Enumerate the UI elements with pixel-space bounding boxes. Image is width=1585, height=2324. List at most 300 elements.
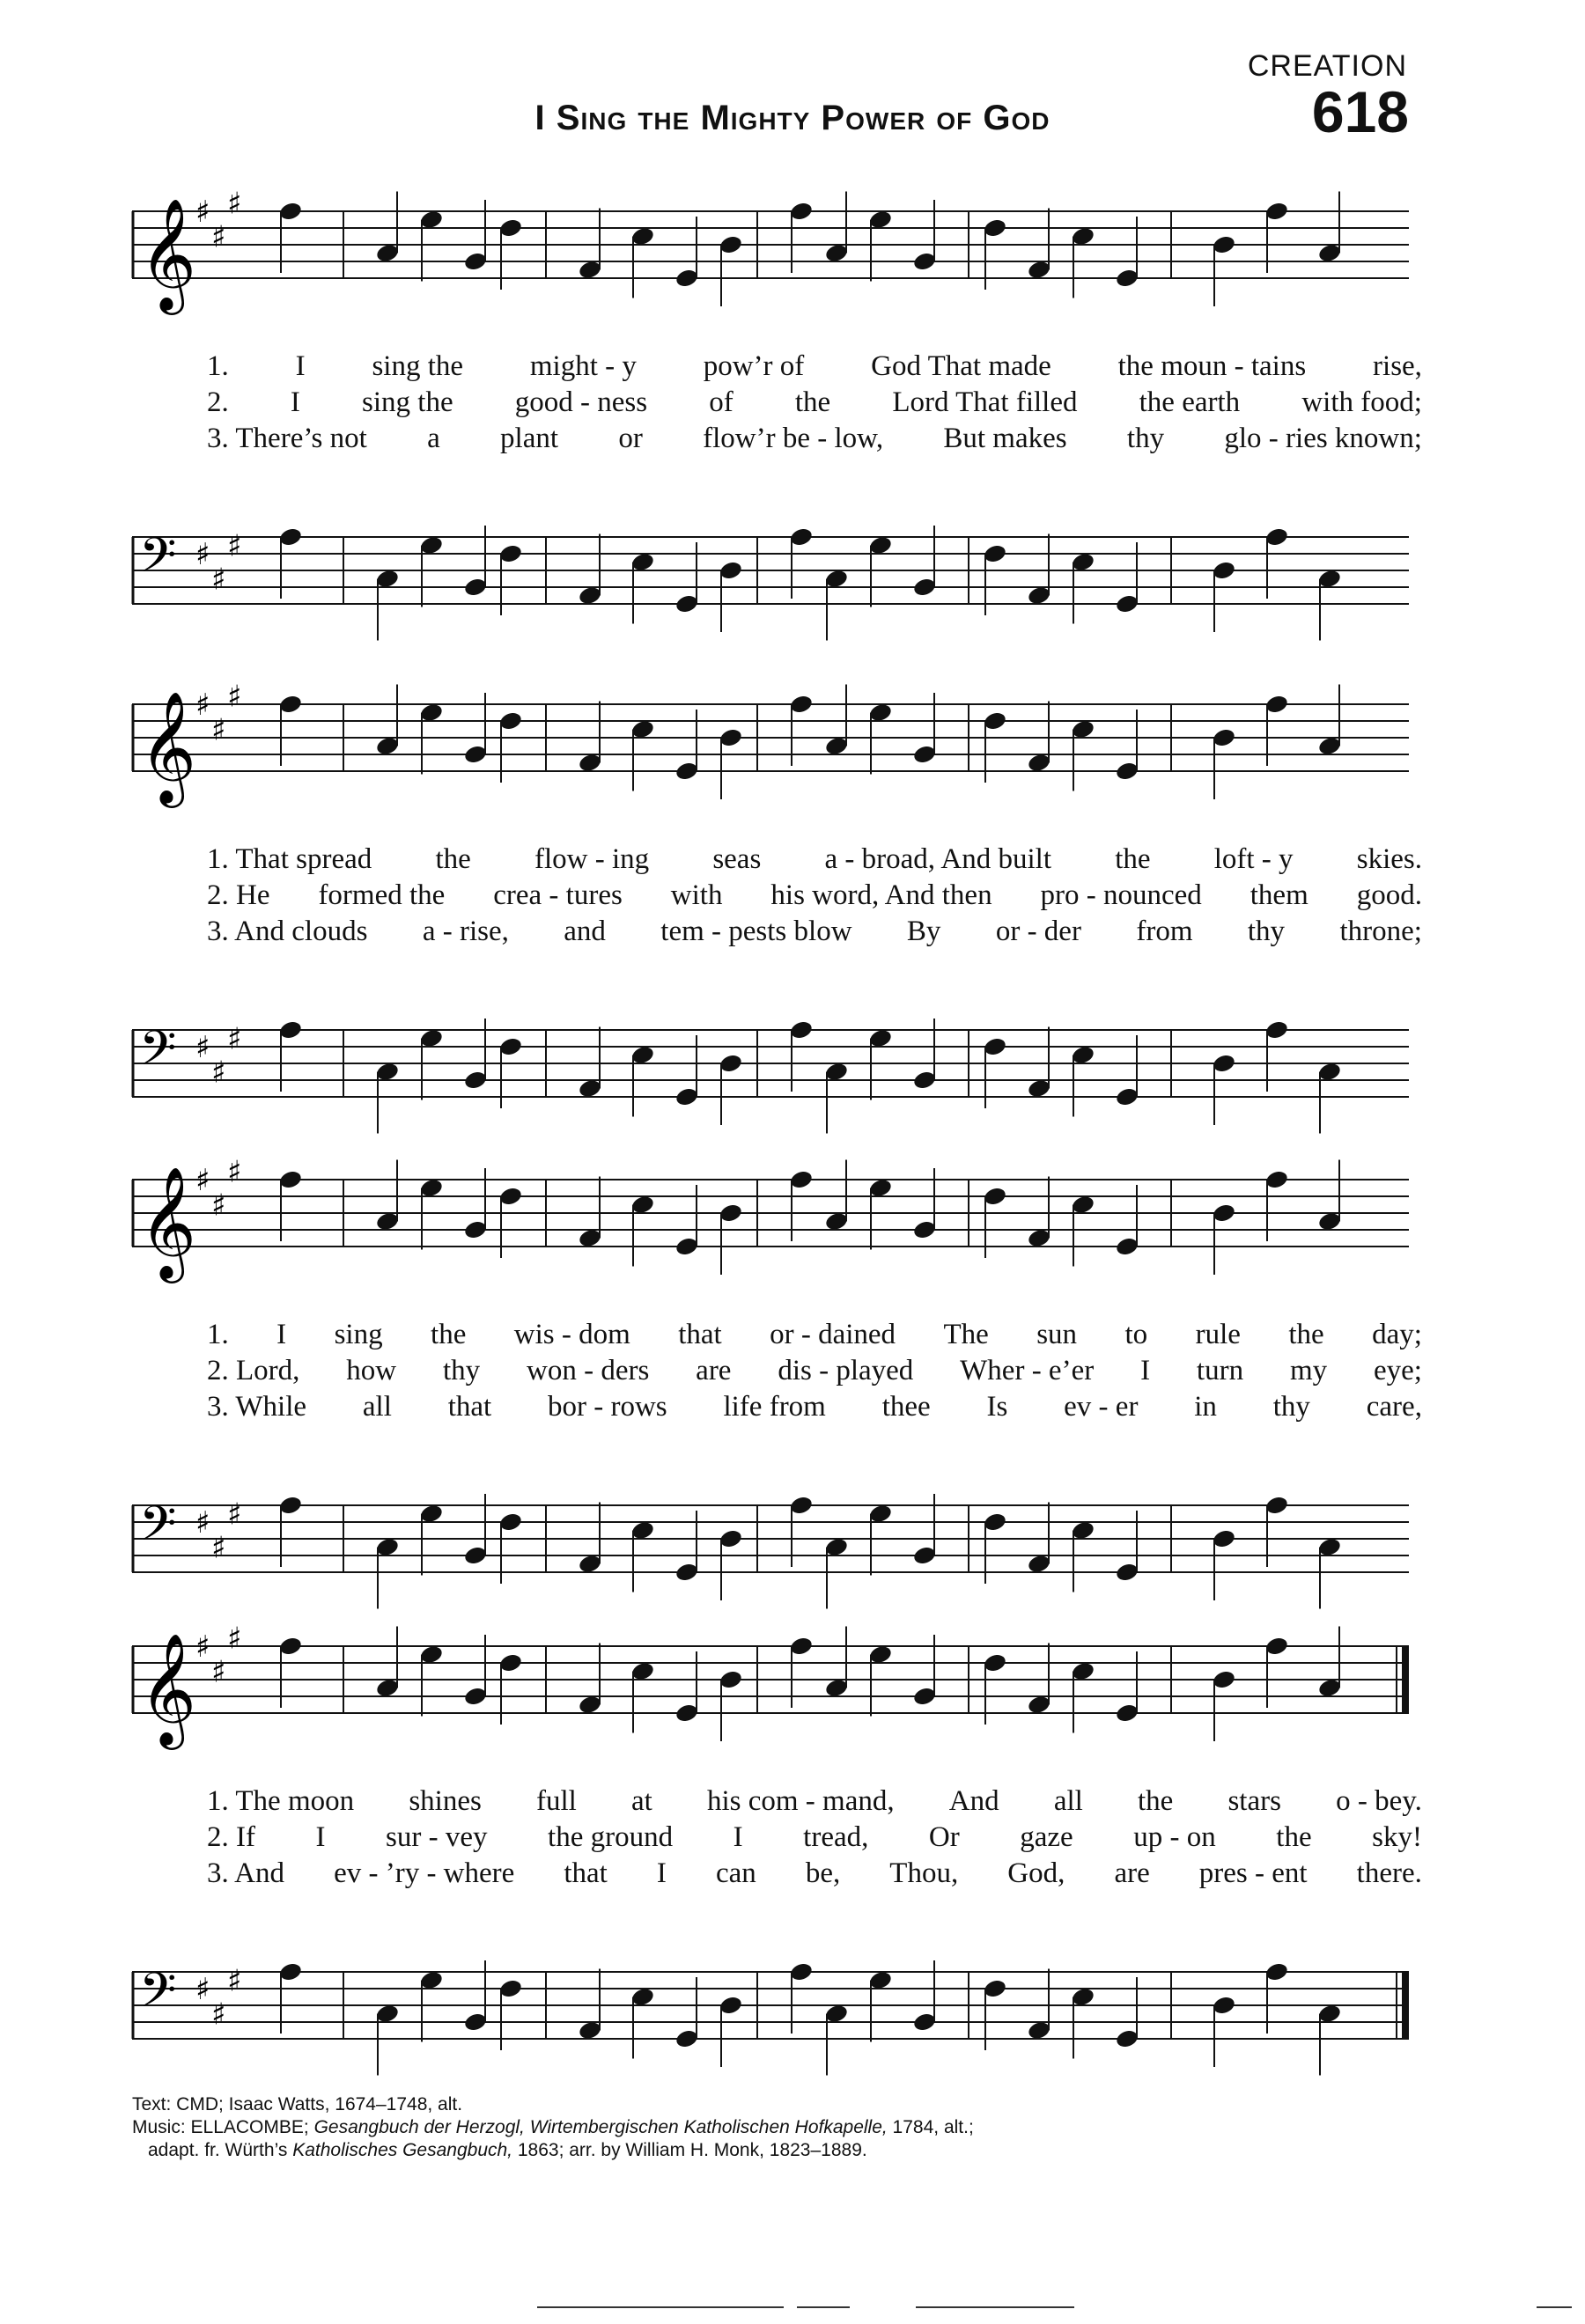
note-head	[1264, 201, 1289, 222]
verse-3-line	[207, 421, 1422, 457]
lyric-syllable: tem - pests blow	[660, 916, 852, 947]
note-head	[719, 1669, 743, 1690]
note-head	[630, 1519, 655, 1541]
treble-clef-icon: 𝄞	[139, 1166, 197, 1278]
note-head	[1212, 727, 1236, 748]
lyric-syllable: tread,	[803, 1821, 869, 1853]
note-head	[375, 242, 400, 263]
note-head	[912, 1070, 937, 1091]
note-head	[578, 1694, 602, 1715]
lyric-syllable: that	[447, 1391, 492, 1423]
note-head	[375, 2003, 400, 2024]
note-head	[675, 2028, 699, 2049]
note-head	[419, 1503, 444, 1524]
note-head	[1317, 1677, 1342, 1698]
lyric-syllable: the moun - tains	[1117, 350, 1307, 382]
note-head	[630, 1044, 655, 1065]
note-head	[912, 251, 937, 272]
note-head	[630, 551, 655, 572]
note-head	[719, 1053, 743, 1074]
note-head	[630, 1986, 655, 2007]
note-head	[675, 268, 699, 289]
note-head	[719, 234, 743, 255]
lyric-syllable: gaze	[1020, 1821, 1073, 1853]
note-head	[912, 1219, 937, 1240]
note-head	[463, 577, 488, 598]
sharp-icon: ♯	[227, 528, 242, 564]
lyric-syllable: or - der	[995, 916, 1081, 947]
note-head	[675, 1562, 699, 1583]
lyric-syllable: the earth	[1139, 386, 1241, 418]
lyrics-block	[207, 842, 1422, 950]
sharp-icon: ♯	[195, 1030, 210, 1065]
lyric-syllable: of	[709, 386, 734, 418]
treble-staff	[132, 1611, 1418, 1778]
note-head	[868, 1969, 893, 1990]
note-head	[912, 2011, 937, 2033]
note-head	[824, 242, 849, 263]
sharp-icon: ♯	[195, 1163, 210, 1198]
treble-staff	[132, 669, 1418, 836]
note-head	[1027, 1077, 1051, 1099]
sharp-icon: ♯	[211, 1530, 226, 1566]
lyric-syllable: crea - tures	[493, 879, 623, 911]
note-head	[912, 744, 937, 765]
sharp-icon: ♯	[227, 186, 242, 222]
lyric-syllable: 1. That spread	[207, 843, 372, 875]
note-head	[1264, 1169, 1289, 1190]
bottom-rule	[797, 2306, 850, 2308]
lyric-syllable: all	[1053, 1785, 1083, 1817]
note-head	[1027, 1553, 1051, 1574]
note-head	[498, 1511, 523, 1533]
lyric-syllable: ev - ’ry - where	[334, 1857, 515, 1889]
note-head	[789, 1636, 814, 1657]
lyric-syllable: care,	[1366, 1391, 1422, 1423]
lyric-syllable: I	[290, 386, 300, 418]
note-head	[419, 209, 444, 230]
lyric-syllable: good.	[1356, 879, 1422, 911]
verse-1-line	[207, 1317, 1422, 1353]
lyric-syllable: shines	[409, 1785, 482, 1817]
note-head	[419, 1644, 444, 1665]
note-head	[983, 217, 1007, 239]
lyric-syllable: flow - ing	[534, 843, 650, 875]
note-head	[1212, 1669, 1236, 1690]
note-head	[983, 543, 1007, 564]
lyric-syllable: that	[564, 1857, 608, 1889]
note-head	[1212, 1053, 1236, 1074]
verse-3-line	[207, 914, 1422, 950]
note-head	[375, 1061, 400, 1082]
note-head	[824, 1061, 849, 1082]
note-head	[675, 1703, 699, 1724]
lyric-syllable: day;	[1372, 1319, 1422, 1350]
treble-clef-icon: 𝄞	[139, 197, 197, 310]
note-head	[1027, 259, 1051, 280]
lyric-syllable: at	[630, 1785, 652, 1817]
note-head	[1115, 1703, 1139, 1724]
lyric-syllable: are	[1114, 1857, 1150, 1889]
note-head	[1317, 242, 1342, 263]
lyric-syllable: throne;	[1339, 916, 1422, 947]
note-head	[463, 1219, 488, 1240]
lyric-syllable: sing the	[362, 386, 453, 418]
note-head	[912, 1545, 937, 1566]
credits-footer	[132, 2093, 1435, 2162]
lyric-syllable: can	[715, 1857, 756, 1889]
sharp-icon: ♯	[227, 1497, 242, 1533]
note-head	[719, 1995, 743, 2016]
note-head	[789, 526, 814, 548]
note-head	[719, 560, 743, 581]
hymn-number: 618	[1311, 79, 1409, 144]
lyric-syllable: bor - rows	[548, 1391, 667, 1423]
lyric-syllable: I	[295, 350, 306, 382]
note-head	[824, 1536, 849, 1557]
lyric-syllable: The	[943, 1319, 989, 1350]
lyric-syllable: from	[1136, 916, 1193, 947]
note-head	[868, 1027, 893, 1048]
lyric-syllable: loft - y	[1213, 843, 1294, 875]
lyric-syllable: with	[670, 879, 723, 911]
lyric-syllable: sing the	[372, 350, 464, 382]
note-head	[578, 1077, 602, 1099]
lyric-syllable: turn	[1196, 1355, 1244, 1386]
note-head	[1212, 1995, 1236, 2016]
note-head	[630, 1194, 655, 1215]
final-barline	[1402, 1972, 1409, 2039]
note-head	[278, 694, 303, 715]
lyric-syllable: all	[362, 1391, 392, 1423]
lyric-syllable: up - on	[1133, 1821, 1216, 1853]
lyric-syllable: pro - nounced	[1040, 879, 1202, 911]
bottom-rule	[916, 2306, 1074, 2308]
lyric-syllable: eye;	[1373, 1355, 1422, 1386]
note-head	[675, 1086, 699, 1107]
lyric-syllable: 2. He	[207, 879, 270, 911]
bass-clef-icon: 𝄢	[139, 1496, 177, 1563]
lyric-syllable: 2. If	[207, 1821, 255, 1853]
verse-2-line	[207, 1353, 1422, 1389]
lyric-syllable: or - dained	[770, 1319, 896, 1350]
lyric-syllable: formed the	[318, 879, 446, 911]
sharp-icon: ♯	[227, 1621, 242, 1657]
note-head	[498, 1978, 523, 1999]
lyric-syllable: with food;	[1301, 386, 1422, 418]
sharp-icon: ♯	[211, 219, 226, 255]
lyric-syllable: But makes	[943, 423, 1067, 454]
note-head	[578, 1227, 602, 1248]
note-head	[498, 1036, 523, 1057]
note-head	[375, 1210, 400, 1232]
lyric-syllable: his com - mand,	[706, 1785, 895, 1817]
lyric-syllable: I	[656, 1857, 667, 1889]
lyric-syllable: the	[431, 1319, 467, 1350]
note-head	[578, 259, 602, 280]
sharp-icon: ♯	[195, 1972, 210, 2007]
bass-clef-icon: 𝄢	[139, 1020, 177, 1088]
lyric-syllable: I	[315, 1821, 326, 1853]
lyric-syllable: the	[1276, 1821, 1312, 1853]
note-head	[824, 2003, 849, 2024]
lyric-syllable: And	[948, 1785, 999, 1817]
verse-1-line	[207, 349, 1422, 385]
bottom-rule	[1537, 2306, 1572, 2308]
treble-staff	[132, 1144, 1418, 1312]
note-head	[1317, 2003, 1342, 2024]
sharp-icon: ♯	[211, 1188, 226, 1224]
note-head	[983, 1652, 1007, 1673]
lyric-syllable: rule	[1195, 1319, 1241, 1350]
verse-2-line	[207, 385, 1422, 421]
sharp-icon: ♯	[195, 195, 210, 230]
lyric-syllable: God That made	[871, 350, 1051, 382]
lyric-syllable: 1. The moon	[207, 1785, 355, 1817]
sharp-icon: ♯	[195, 1505, 210, 1541]
note-head	[498, 1652, 523, 1673]
lyric-syllable: Thou,	[889, 1857, 959, 1889]
lyric-syllable: a - rise,	[422, 916, 509, 947]
note-head	[1071, 1044, 1095, 1065]
bass-staff	[132, 995, 1418, 1162]
note-head	[868, 209, 893, 230]
note-head	[824, 1210, 849, 1232]
note-head	[1264, 1961, 1289, 1982]
music-system-4	[132, 1611, 1422, 2069]
note-head	[1317, 568, 1342, 589]
note-head	[463, 251, 488, 272]
sharp-icon: ♯	[211, 1654, 226, 1690]
lyric-syllable: flow’r be - low,	[703, 423, 884, 454]
note-head	[498, 710, 523, 732]
note-head	[719, 727, 743, 748]
music-system-3	[132, 1144, 1422, 1602]
final-barline	[1402, 1646, 1409, 1713]
sharp-icon: ♯	[227, 1021, 242, 1057]
note-head	[1115, 761, 1139, 782]
lyric-syllable: sky!	[1372, 1821, 1422, 1853]
note-head	[1071, 1194, 1095, 1215]
note-head	[578, 585, 602, 606]
note-head	[278, 1495, 303, 1516]
lyrics-block	[207, 1783, 1422, 1892]
lyric-syllable: them	[1250, 879, 1309, 911]
note-head	[463, 2011, 488, 2033]
lyric-syllable: plant	[500, 423, 559, 454]
lyric-syllable: ev - er	[1064, 1391, 1139, 1423]
lyric-syllable: thy	[1247, 916, 1286, 947]
note-head	[868, 1644, 893, 1665]
lyric-syllable: are	[696, 1355, 732, 1386]
bass-clef-icon: 𝄢	[139, 527, 177, 595]
sharp-icon: ♯	[227, 1154, 242, 1190]
lyric-syllable: the	[1137, 1785, 1174, 1817]
lyric-syllable: full	[535, 1785, 577, 1817]
bass-staff	[132, 1937, 1418, 2104]
note-head	[1115, 1236, 1139, 1257]
sharp-icon: ♯	[227, 1963, 242, 1999]
sharp-icon: ♯	[211, 1055, 226, 1091]
note-head	[630, 225, 655, 246]
lyric-syllable: pow’r of	[703, 350, 805, 382]
note-head	[1027, 585, 1051, 606]
sharp-icon: ♯	[227, 679, 242, 715]
lyric-syllable: Or	[928, 1821, 960, 1853]
note-head	[1317, 1210, 1342, 1232]
note-head	[1212, 1202, 1236, 1224]
lyric-syllable: won - ders	[527, 1355, 650, 1386]
lyric-syllable: sun	[1036, 1319, 1078, 1350]
lyric-syllable: God,	[1007, 1857, 1065, 1889]
music-system-2	[132, 669, 1422, 1127]
sharp-icon: ♯	[195, 1629, 210, 1665]
lyric-syllable: rise,	[1373, 350, 1422, 382]
treble-clef-icon: 𝄞	[139, 1632, 197, 1745]
note-head	[1317, 735, 1342, 756]
lyric-syllable: I	[733, 1821, 743, 1853]
lyric-syllable: good - ness	[514, 386, 648, 418]
note-head	[1071, 551, 1095, 572]
lyric-syllable: wis - dom	[513, 1319, 630, 1350]
lyric-syllable: that	[678, 1319, 722, 1350]
note-head	[1115, 593, 1139, 614]
bass-clef-icon: 𝄢	[139, 1962, 177, 2030]
note-head	[1115, 1086, 1139, 1107]
note-head	[868, 1177, 893, 1198]
lyrics-block	[207, 349, 1422, 457]
lyric-syllable: there.	[1356, 1857, 1422, 1889]
lyric-syllable: and	[564, 916, 606, 947]
lyric-syllable: By	[906, 916, 941, 947]
note-head	[1264, 1636, 1289, 1657]
note-head	[1115, 268, 1139, 289]
note-head	[1317, 1061, 1342, 1082]
lyric-syllable: sur - vey	[386, 1821, 488, 1853]
verse-3-line	[207, 1389, 1422, 1425]
note-head	[419, 702, 444, 723]
text-credit: Text: CMD; Isaac Watts, 1674–1748, alt.	[132, 2094, 463, 2114]
note-head	[789, 201, 814, 222]
note-head	[719, 1528, 743, 1549]
note-head	[983, 710, 1007, 732]
lyric-syllable: to	[1124, 1319, 1148, 1350]
note-head	[375, 735, 400, 756]
note-head	[824, 1677, 849, 1698]
note-head	[868, 1503, 893, 1524]
lyric-syllable: I	[1140, 1355, 1151, 1386]
note-head	[868, 702, 893, 723]
lyric-syllable: 1.	[207, 350, 229, 382]
note-head	[498, 1186, 523, 1207]
note-head	[675, 593, 699, 614]
lyric-syllable: I	[276, 1319, 287, 1350]
note-head	[1027, 752, 1051, 773]
note-head	[1071, 1660, 1095, 1681]
lyric-syllable: the ground	[548, 1821, 674, 1853]
note-head	[498, 543, 523, 564]
lyric-syllable: 3. There’s not	[207, 423, 367, 454]
note-head	[824, 735, 849, 756]
note-head	[1071, 1986, 1095, 2007]
lyric-syllable: his word, And then	[770, 879, 992, 911]
lyric-syllable: might - y	[529, 350, 637, 382]
note-head	[675, 1236, 699, 1257]
verse-2-line	[207, 1820, 1422, 1856]
note-head	[419, 1177, 444, 1198]
note-head	[1264, 1495, 1289, 1516]
note-head	[868, 534, 893, 555]
note-head	[375, 1536, 400, 1557]
lyric-syllable: o - bey.	[1336, 1785, 1422, 1817]
note-head	[983, 1978, 1007, 1999]
note-head	[789, 1961, 814, 1982]
verse-1-line	[207, 1783, 1422, 1820]
lyric-syllable: thee	[881, 1391, 931, 1423]
note-head	[789, 1169, 814, 1190]
lyric-syllable: 3. And clouds	[207, 916, 368, 947]
lyric-syllable: a - broad, And built	[824, 843, 1052, 875]
note-head	[789, 1495, 814, 1516]
note-head	[1264, 1019, 1289, 1041]
note-head	[1115, 1562, 1139, 1583]
lyric-syllable: 1.	[207, 1319, 229, 1350]
note-head	[578, 2019, 602, 2041]
note-head	[1071, 718, 1095, 739]
note-head	[789, 694, 814, 715]
music-credit: Music: ELLACOMBE; Gesangbuch der Herzogl, Wirtembergischen Katholischen Hofkapelle, 1784, alt.;	[132, 2117, 974, 2137]
note-head	[1264, 694, 1289, 715]
note-head	[1212, 560, 1236, 581]
hymn-title: I Sing the Mighty Power of God	[534, 99, 1051, 137]
lyric-syllable: or	[618, 423, 643, 454]
lyric-syllable: a	[427, 423, 440, 454]
lyric-syllable: my	[1289, 1355, 1328, 1386]
treble-clef-icon: 𝄞	[139, 690, 197, 803]
note-head	[578, 1553, 602, 1574]
note-head	[578, 752, 602, 773]
lyric-syllable: Is	[986, 1391, 1008, 1423]
note-head	[463, 744, 488, 765]
lyric-syllable: dis - played	[778, 1355, 914, 1386]
note-head	[463, 1686, 488, 1707]
lyric-syllable: the	[794, 386, 831, 418]
note-head	[278, 526, 303, 548]
note-head	[278, 1961, 303, 1982]
note-head	[278, 201, 303, 222]
note-head	[1115, 2028, 1139, 2049]
note-head	[1317, 1536, 1342, 1557]
note-head	[1027, 2019, 1051, 2041]
adaptation-credit: adapt. fr. Würth’s Katholisches Gesangbuch, 1863; arr. by William H. Monk, 1823–1889.	[148, 2140, 867, 2160]
lyric-syllable: 3. While	[207, 1391, 307, 1423]
note-head	[719, 1202, 743, 1224]
note-head	[419, 534, 444, 555]
sharp-icon: ♯	[195, 688, 210, 723]
lyric-syllable: 2.	[207, 386, 229, 418]
verse-3-line	[207, 1856, 1422, 1892]
lyric-syllable: in	[1194, 1391, 1217, 1423]
lyric-syllable: the	[435, 843, 471, 875]
note-head	[375, 568, 400, 589]
lyric-syllable: the	[1288, 1319, 1324, 1350]
note-head	[789, 1019, 814, 1041]
note-head	[1212, 1528, 1236, 1549]
note-head	[912, 577, 937, 598]
lyric-syllable: glo - ries known;	[1224, 423, 1422, 454]
sharp-icon: ♯	[195, 537, 210, 572]
note-head	[675, 761, 699, 782]
